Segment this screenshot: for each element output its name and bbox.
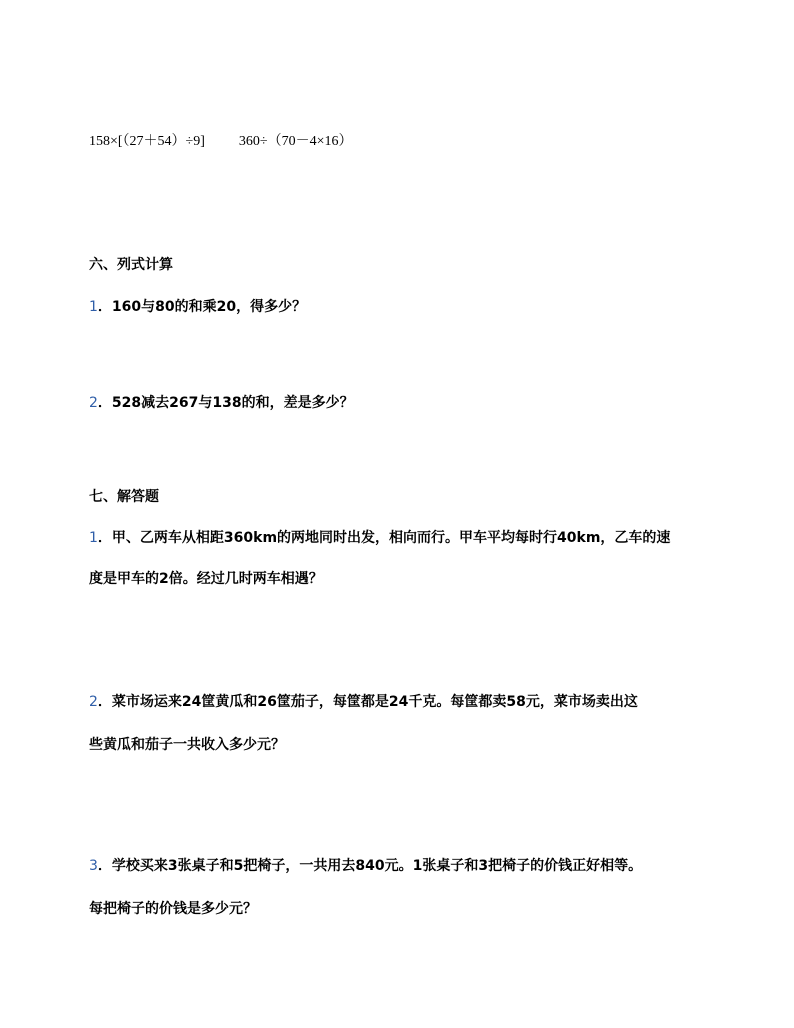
question-text: 学校买来3张桌子和5把椅子，一共用去840元。1张桌子和3把椅子的价钱正好相等。 (111, 858, 643, 874)
question-separator: ． (97, 530, 112, 546)
question-separator: ． (97, 395, 112, 411)
section-6-question-2 (89, 394, 354, 412)
section-7-title: 七、解答题 (89, 489, 159, 505)
question-number: 1 (89, 530, 98, 546)
question-number: 2 (89, 694, 98, 710)
expression-2: 360÷（70－4×16） (238, 134, 353, 149)
question-text: 菜市场运来24筐黄瓜和26筐茄子，每筐都是24千克。每筐都卖58元，菜市场卖出这 (111, 694, 638, 710)
expression-line (89, 133, 353, 151)
section-6-question-1 (89, 298, 306, 316)
question-text: 160与80的和乘20，得多少？ (111, 299, 307, 315)
question-separator: ． (97, 694, 112, 710)
question-number: 1 (89, 299, 98, 315)
question-number: 2 (89, 395, 98, 411)
question-separator: ． (97, 299, 112, 315)
section-7-question-3-line-2: 每把椅子的价钱是多少元？ (89, 901, 257, 917)
section-7-question-1-line-2: 度是甲车的2倍。经过几时两车相遇？ (89, 571, 323, 587)
section-7-question-1-line-1 (89, 529, 670, 547)
section-7-question-3-line-1 (89, 857, 642, 875)
section-7-question-2-line-2: 些黄瓜和茄子一共收入多少元？ (89, 737, 285, 753)
section-7-question-2-line-1 (89, 693, 638, 711)
section-6-title: 六、列式计算 (89, 257, 173, 273)
question-text: 528减去267与138的和，差是多少？ (111, 395, 354, 411)
question-separator: ． (97, 858, 112, 874)
question-text: 甲、乙两车从相距360km的两地同时出发，相向而行。甲车平均每时行40km，乙车的速 (111, 530, 671, 546)
question-number: 3 (89, 858, 98, 874)
expression-1: 158×[（27＋54）÷9] (89, 134, 205, 149)
